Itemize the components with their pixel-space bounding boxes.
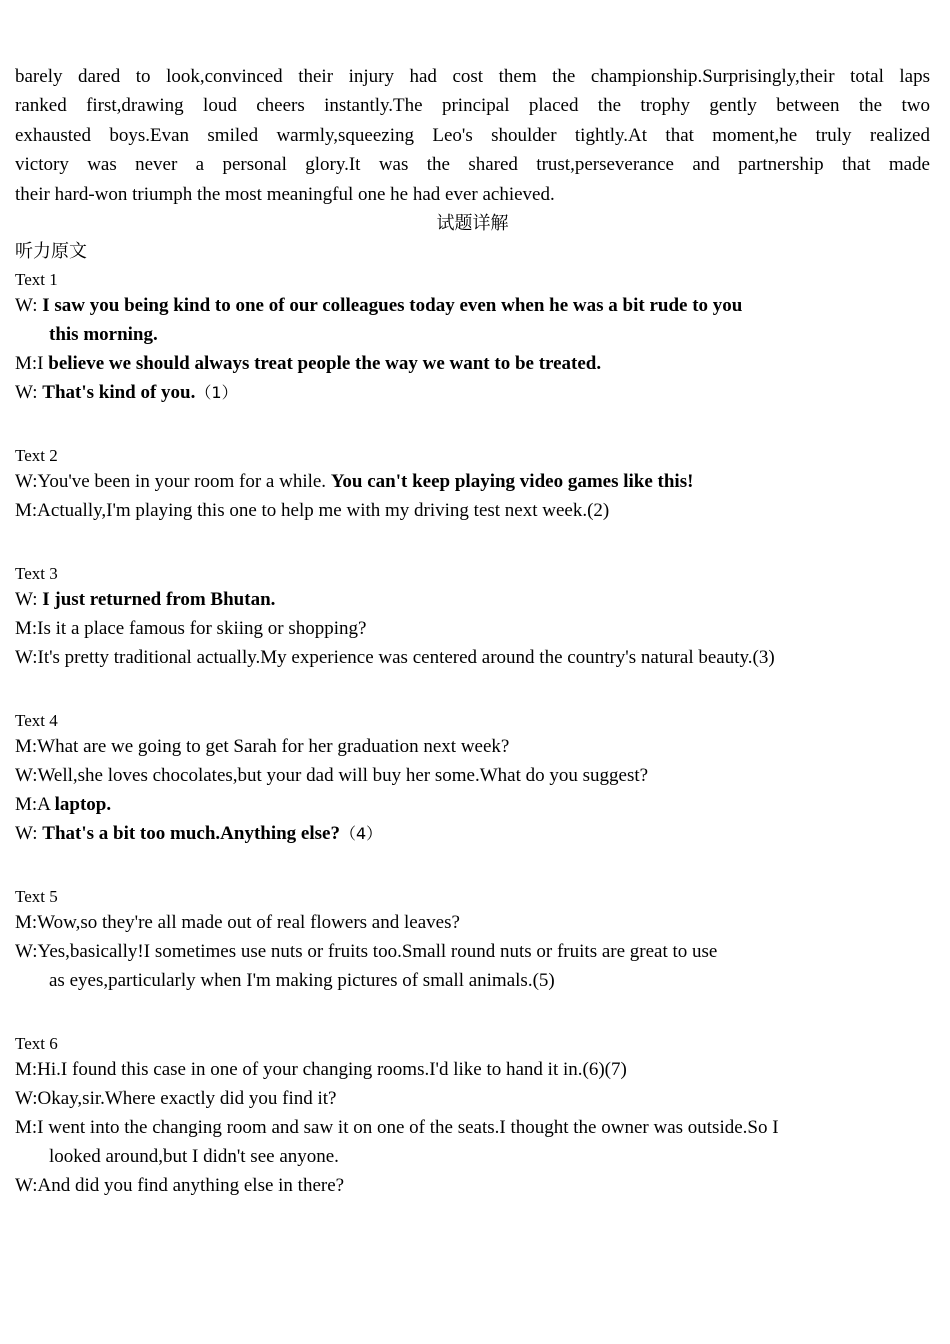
line-text: W:	[15, 589, 43, 611]
question-number: （1）	[195, 383, 238, 403]
line-text: M:Wow,so they're all made out of real flowers and leaves?	[15, 912, 460, 934]
text-label: Text 1	[15, 270, 58, 290]
dialogue-line	[15, 643, 930, 672]
bold-text: this morning.	[49, 324, 158, 346]
dialogue-line	[15, 1171, 930, 1200]
bold-text: I saw you being kind to one of our colleagues today even when he was a bit rude to you	[42, 295, 743, 317]
bold-text: believe we should always treat people the way we want to be treated.	[48, 353, 602, 375]
line-text: M:I	[15, 353, 49, 375]
line-text: M:A	[15, 794, 55, 816]
dialogue-line	[15, 496, 930, 525]
dialogue-line	[15, 467, 930, 496]
dialogue-line	[15, 291, 930, 320]
intro-line: their hard-won triumph the most meaningful one he had ever achieved.	[15, 183, 555, 205]
text-label: Text 5	[15, 887, 58, 907]
listening-title: 听力原文	[15, 241, 87, 263]
dialogue-line	[15, 819, 930, 848]
document-page	[15, 62, 930, 1200]
text-label: Text 2	[15, 446, 58, 466]
line-text: M:Hi.I found this case in one of your changing rooms.I'd like to hand it in.(6)(7)	[15, 1059, 627, 1081]
dialogue-line	[15, 349, 930, 378]
question-number: （4）	[339, 824, 383, 844]
line-text: M:Actually,I'm playing this one to help me with my driving test next week.(2)	[15, 500, 610, 522]
line-text: W:It's pretty traditional actually.My experience was centered around the country's natural beauty.(3)	[15, 647, 775, 669]
dialogue-line	[15, 790, 930, 819]
intro-line: victory was never a personal glory.It was the shared trust,perseverance and partnership that made	[15, 154, 930, 176]
detail-title: 试题详解	[436, 213, 509, 235]
line-text: as eyes,particularly when I'm making pictures of small animals.(5)	[49, 970, 555, 992]
text-label: Text 6	[15, 1034, 58, 1054]
bold-text: That's a bit too much.Anything else?	[42, 823, 340, 845]
dialogue-line	[15, 966, 930, 995]
line-text: W:	[15, 382, 43, 404]
bold-text: laptop.	[54, 794, 112, 816]
line-text: W:Well,she loves chocolates,but your dad will buy her some.What do you suggest?	[15, 765, 649, 787]
dialogue-line	[15, 1084, 930, 1113]
dialogue-line	[15, 614, 930, 643]
dialogue-line	[15, 761, 930, 790]
line-text: looked around,but I didn't see anyone.	[49, 1146, 339, 1168]
dialogue-line	[15, 1142, 930, 1171]
dialogue-line	[15, 320, 930, 349]
transcripts	[15, 269, 930, 1200]
intro-line: ranked first,drawing loud cheers instantly.The principal placed the trophy gently between the two	[15, 95, 930, 117]
dialogue-line	[15, 732, 930, 761]
text-label: Text 3	[15, 564, 58, 584]
intro-line: barely dared to look,convinced their injury had cost them the championship.Surprisingly,their total laps	[15, 66, 930, 87]
line-text: W:	[15, 295, 43, 317]
line-text: M:Is it a place famous for skiing or shopping?	[15, 618, 367, 640]
line-text: W:	[15, 823, 43, 845]
dialogue-line	[15, 378, 930, 407]
line-text: W:You've been in your room for a while.	[15, 471, 331, 493]
dialogue-line	[15, 585, 930, 614]
text-label: Text 4	[15, 711, 58, 731]
line-text: W:And did you find anything else in there?	[15, 1175, 345, 1197]
intro-line: exhausted boys.Evan smiled warmly,squeezing Leo's shoulder tightly.At that moment,he truly realized	[15, 124, 930, 146]
line-text: W:Okay,sir.Where exactly did you find it?	[15, 1088, 337, 1110]
dialogue-line	[15, 908, 930, 937]
bold-text: You can't keep playing video games like this!	[330, 471, 694, 493]
dialogue-line	[15, 1055, 930, 1084]
intro-paragraph	[15, 62, 930, 209]
line-text: M:I went into the changing room and saw it on one of the seats.I thought the owner was outside.So I	[15, 1117, 779, 1139]
dialogue-line	[15, 1113, 930, 1142]
bold-text: I just returned from Bhutan.	[42, 589, 276, 611]
line-text: W:Yes,basically!I sometimes use nuts or fruits too.Small round nuts or fruits are great to use	[15, 941, 718, 963]
dialogue-line	[15, 937, 930, 966]
bold-text: That's kind of you.	[42, 382, 196, 404]
line-text: M:What are we going to get Sarah for her graduation next week?	[15, 736, 510, 758]
